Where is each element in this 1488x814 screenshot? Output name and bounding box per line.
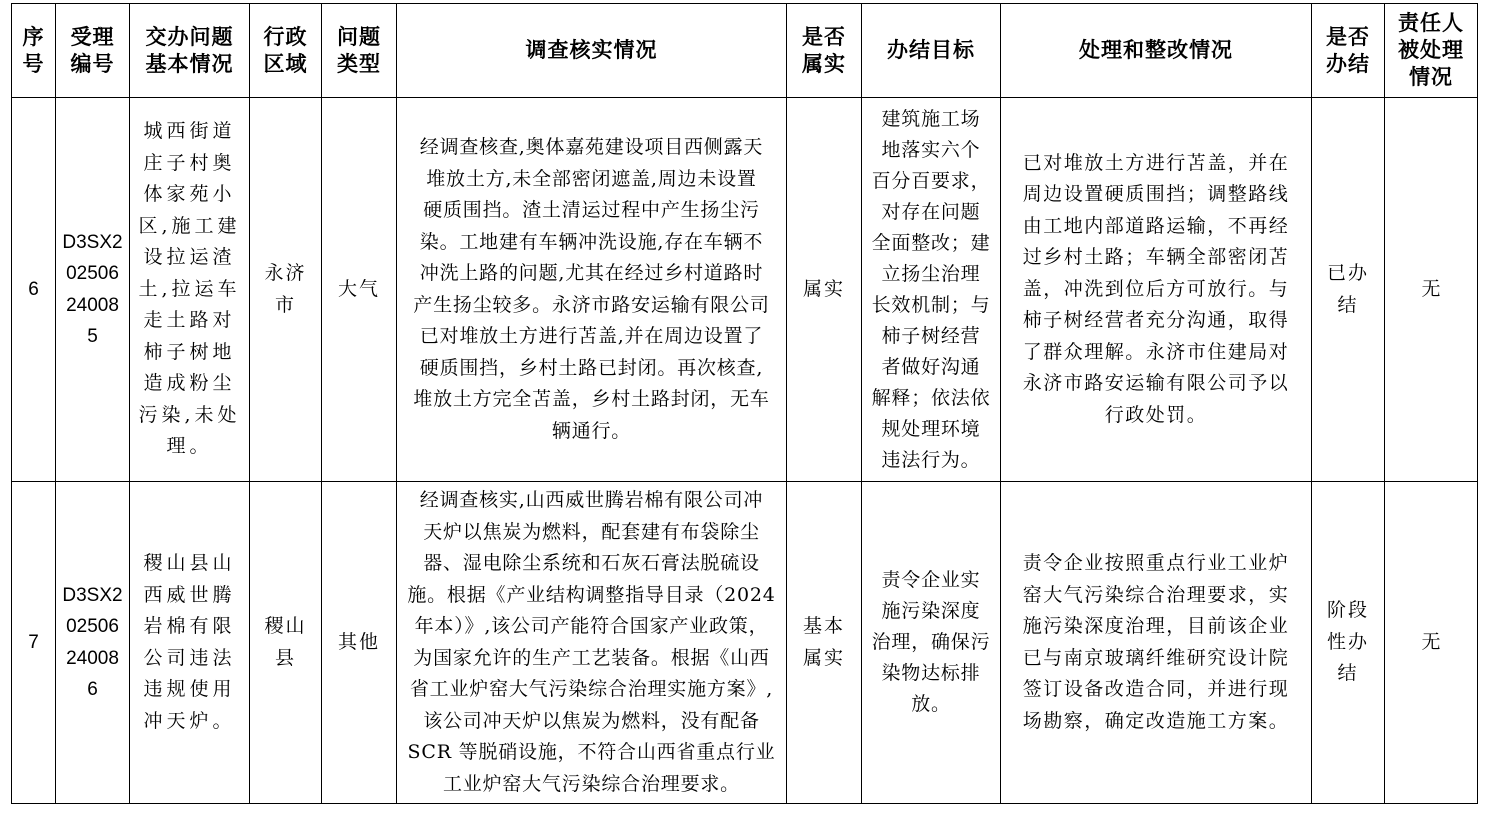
- header-region: 行政 区域: [250, 4, 322, 98]
- table-row: [12, 98, 1478, 482]
- cell-accountability: 无: [1385, 482, 1478, 804]
- case-table: [11, 3, 1478, 804]
- header-accountability: 责任人 被处理 情况: [1385, 4, 1478, 98]
- cell-rectification: 责令企业按照重点行业工业炉 窑大气污染综合治理要求，实 施污染深度治理，目前该企业 已与南京玻璃纤维研究设计院 签订设备改造合同，并进行现 场勘察，确定改造施工方案。: [1001, 482, 1312, 804]
- header-type: 问题 类型: [322, 4, 397, 98]
- header-investigation: 调查核实情况: [397, 4, 787, 98]
- header-case-no: 受理 编号: [56, 4, 130, 98]
- cell-goal: 建筑施工场 地落实六个 百分百要求， 对存在问题 全面整改；建 立扬尘治理 长效机制；与 柿子树经营 者做好沟通 解释；依法依 规处理环境 违法行为。: [862, 98, 1001, 482]
- cell-verified: 基本 属实: [787, 482, 862, 804]
- header-closed: 是否 办结: [1312, 4, 1385, 98]
- cell-type: 大气: [322, 98, 397, 482]
- cell-verified: 属实: [787, 98, 862, 482]
- cell-investigation: 经调查核实,山西威世腾岩棉有限公司冲 天炉以焦炭为燃料，配套建有布袋除尘 器、湿电除尘系统和石灰石膏法脱硫设 施。根据《产业结构调整指导目录（2024 年本）》,该公司产能符合国家产业政策， 为国家允许的生产工艺装备。根据《山西 省工业炉窑大气污染综合治理实施方案》, 该公司冲天炉以焦炭为燃料，没有配备 SCR 等脱硝设施，不符合山西省重点行业 工业炉窑大气污染综合治理要求。: [397, 482, 787, 804]
- cell-problem: 城西街道 庄子村奥 体家苑小 区,施工建 设拉运渣 土,拉运车 走土路对 柿子树地 造成粉尘 污染,未处 理。: [130, 98, 250, 482]
- cell-seq: 7: [12, 482, 56, 804]
- table-row: [12, 482, 1478, 804]
- cell-case-no: D3SX2 02506 24008 5: [56, 98, 130, 482]
- cell-rectification: 已对堆放土方进行苫盖，并在 周边设置硬质围挡；调整路线 由工地内部道路运输，不再经 过乡村土路；车辆全部密闭苫 盖，冲洗到位后方可放行。与 柿子树经营者充分沟通，取得 了群众理解。永济市住建局对 永济市路安运输有限公司予以 行政处罚。: [1001, 98, 1312, 482]
- cell-investigation: 经调查核查,奥体嘉苑建设项目西侧露天 堆放土方,未全部密闭遮盖,周边未设置 硬质围挡。渣土清运过程中产生扬尘污 染。工地建有车辆冲洗设施,存在车辆不 冲洗上路的问题,尤其在经过乡村道路时 产生扬尘较多。永济市路安运输有限公司 已对堆放土方进行苫盖,并在周边设置了 硬质围挡，乡村土路已封闭。再次核查, 堆放土方完全苫盖，乡村土路封闭，无车 辆通行。: [397, 98, 787, 482]
- cell-closed: 阶段 性办 结: [1312, 482, 1385, 804]
- cell-problem: 稷山县山 西威世腾 岩棉有限 公司违法 违规使用 冲天炉。: [130, 482, 250, 804]
- header-problem: 交办问题 基本情况: [130, 4, 250, 98]
- header-goal: 办结目标: [862, 4, 1001, 98]
- cell-closed: 已办 结: [1312, 98, 1385, 482]
- cell-region: 稷山 县: [250, 482, 322, 804]
- cell-seq: 6: [12, 98, 56, 482]
- header-verified: 是否 属实: [787, 4, 862, 98]
- cell-goal: 责令企业实 施污染深度 治理，确保污 染物达标排 放。: [862, 482, 1001, 804]
- cell-case-no: D3SX2 02506 24008 6: [56, 482, 130, 804]
- header-rectification: 处理和整改情况: [1001, 4, 1312, 98]
- cell-type: 其他: [322, 482, 397, 804]
- table-header-row: [12, 4, 1478, 98]
- header-seq: 序 号: [12, 4, 56, 98]
- cell-accountability: 无: [1385, 98, 1478, 482]
- cell-region: 永济 市: [250, 98, 322, 482]
